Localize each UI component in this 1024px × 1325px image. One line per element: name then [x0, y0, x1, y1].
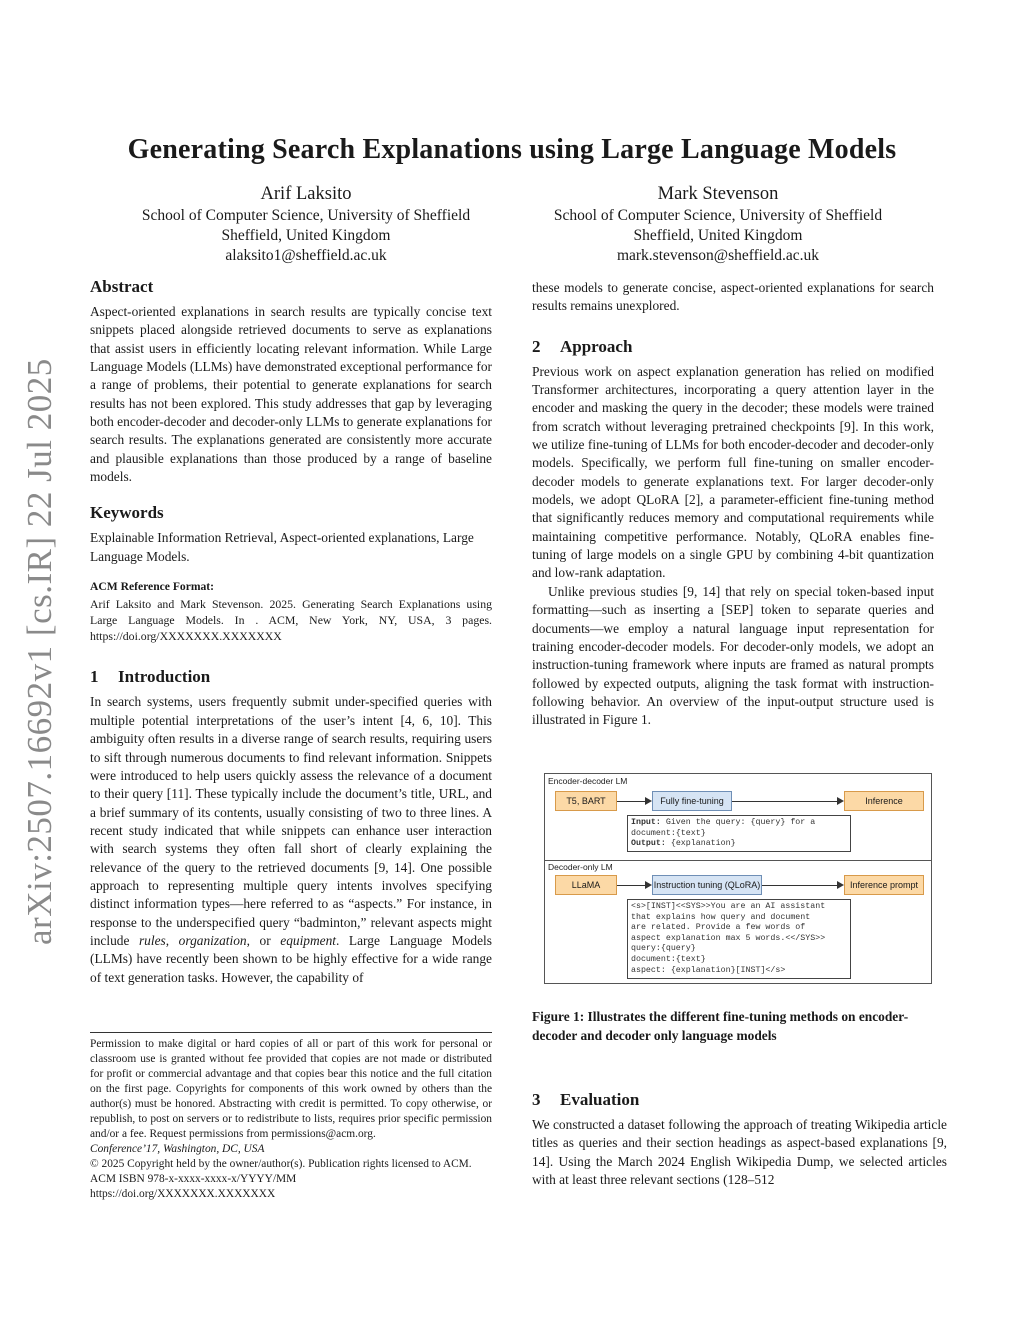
author-email[interactable]: mark.stevenson@sheffield.ac.uk [616, 247, 820, 264]
intro-text-part: In search systems, users frequently submit under-specified queries with multiple potential interpretations of the user’s intent [4, 6, 10]. This ambiguity often results in a diverse range of search results, requiring users to sift through numerous documents to find relevant information. Snippets were introduced to help users quickly assess the relevance of a document to their query [11]. These typically include the document’s title, URL, and a brief summary of its contents, usually consisting of two to three lines. A recent study indicated that while snippets can enhance user interaction with search systems they often fall short of clearly explaining the relevance of the query to the retrieved documents [9, 14]. One possible approach to representing multiple query intents involves specifying distinct information types—here referred to as “aspects.” For instance, in response to the underspecified query “badminton,” relevant aspects might include [90, 694, 492, 948]
right-column [532, 279, 934, 730]
output-template: {explanation} [665, 839, 736, 849]
arrow-line [617, 885, 645, 886]
author-location: Sheffield, United Kingdom [221, 227, 391, 244]
input-label: Input: [631, 818, 661, 827]
author-affiliation: School of Computer Science, University of Sheffield [141, 207, 471, 224]
arrow-line [732, 801, 837, 802]
decoder-prompt-template: <s>[INST]<<SYS>>You are an AI assistant that explains how query and document are related. Provide a few words of aspect explanation max 5 words.<</SYS>> query:{query} document:{text} aspect: {explanation}[INST]</s> [627, 899, 851, 979]
author-block-1 [90, 182, 522, 266]
figure-divider [545, 860, 931, 861]
continuation-text: these models to generate concise, aspect-oriented explanations for search results remains unexplored. [532, 280, 934, 314]
inference-prompt-box: Inference prompt [844, 875, 924, 895]
arrow-head [837, 881, 844, 889]
author-block-2 [502, 182, 934, 266]
intro-heading [90, 666, 492, 688]
arxiv-identifier: arXiv:2507.16692v1 [cs.IR] 22 Jul 2025 [20, 358, 59, 945]
acm-reference-text: Arif Laksito and Mark Stevenson. 2025. Generating Search Explanations using Large Language Models. In . ACM, New York, NY, USA, 3 pages. https://doi.org/XXXXXXX.XXXXXXX [90, 597, 492, 644]
doi-line[interactable]: https://doi.org/XXXXXXX.XXXXXXX [90, 1188, 276, 1200]
evaluation-text: We constructed a dataset following the approach of treating Wikipedia article titles as queries and their section headings as aspect-based explanations [9, 14]. Using the March 2024 English Wikipedia Dump, we selected articles with at least three relevant sections (128–512 [532, 1117, 947, 1188]
isbn-line: ACM ISBN 978-x-xxxx-xxxx-x/YYYY/MM [90, 1173, 297, 1185]
conference-line: Conference’17, Washington, DC, USA [90, 1143, 265, 1155]
section-title: Evaluation [560, 1090, 640, 1109]
section-number: 1 [90, 667, 99, 687]
intro-emphasis: rules [138, 932, 166, 948]
fully-fine-tuning-box: Fully fine-tuning [652, 791, 732, 811]
arrow-head [645, 881, 652, 889]
llama-box: LLaMA [555, 875, 617, 895]
permission-notice: Permission to make digital or hard copies of all or part of this work for personal or classroom use is granted without fee provided that copies are not made or distributed for profit or commercial advantage and that copies bear this notice and the full citation on the first page. Copyrights for components of this work owned by others than the author(s) must be honored. Abstracting with credit is permitted. To copy otherwise, or republish, to post on servers or to redistribute to lists, requires prior specific permission and/or a fee. Request permissions from permissions@acm.org. [90, 1038, 492, 1140]
paper-title: Generating Search Explanations using Large Language Models [127, 134, 897, 165]
intro-text-part: , [165, 932, 179, 948]
intro-text-part: . Large Language Models (LLMs) have recently been shown to be highly effective for a wide range of text generation tasks. However, the capability of [90, 932, 492, 985]
intro-emphasis: equipment [280, 932, 337, 948]
inference-box: Inference [844, 791, 924, 811]
input-template: Given the query: {query} for a document:{text} [631, 818, 816, 838]
instruction-tuning-box: Instruction tuning (QLoRA) [652, 875, 762, 895]
author-email[interactable]: alaksito1@sheffield.ac.uk [225, 247, 387, 264]
section-number: 3 [532, 1090, 541, 1109]
arrow-head [645, 797, 652, 805]
footnote-rule [90, 1032, 492, 1033]
decoder-only-label: Decoder-only LM [548, 862, 613, 872]
section-title: Approach [560, 336, 633, 356]
arrow-head [837, 797, 844, 805]
abstract-heading: Abstract [90, 277, 154, 296]
encoder-io-template [627, 815, 851, 852]
t5-bart-box: T5, BART [555, 791, 617, 811]
section-number: 2 [532, 336, 541, 356]
evaluation-section [532, 1089, 947, 1189]
keywords-text: Explainable Information Retrieval, Aspect-oriented explanations, Large Language Models. [90, 530, 474, 564]
author-name: Mark Stevenson [657, 184, 779, 204]
arrow-line [762, 885, 837, 886]
figure-caption: Figure 1: Illustrates the different fine-tuning methods on encoder-decoder and decoder only language models [532, 1009, 909, 1043]
approach-paragraph-1: Previous work on aspect explanation generation has relied on modified Transformer architectures, incorporating a query attention layer in the encoder and masking the query in the decoder; these models were trained from scratch without leveraging pretrained checkpoints [9]. In this work, we utilize fine-tuning of LLMs for both encoder-decoder and decoder-only models. Specifically, we perform full fine-tuning on smaller encoder-decoder models to generate explanations text. For larger decoder-only models, we adopt QLoRA [2], a parameter-efficient fine-tuning method that significantly reduces memory and computational requirements while maintaining competitive performance. Notably, QLoRA enables fine-tuning of large models on a single GPU by combining 4-bit quantization and low-rank adaptation. [532, 363, 934, 581]
abstract-text: Aspect-oriented explanations in search results are typically concise text snippets placed alongside retrieved documents to serve as explanations that assist users in efficiently locating relevant information. While Large Language Models (LLMs) have demonstrated exceptional performance for a range of problems, their potential to generate explanations for search results has not been explored. This study addresses that gap by leveraging both encoder-decoder and decoder-only LLMs to generate explanations for search results. The explanations generated are consistently more accurate and plausible explanations than those produced by a range of baseline models. [90, 304, 492, 485]
intro-text-part: , or [246, 932, 281, 948]
keywords-heading: Keywords [90, 503, 164, 523]
output-label: Output: [631, 839, 666, 849]
approach-paragraph-2: Unlike previous studies [9, 14] that rely on special token-based input formatting—such as inserting a [SEP] token to separate queries and documents—we employ a natural language input representation for training encoder-decoder models. For decoder-only models, we adopt an instruction-tuning framework where inputs are framed as natural prompts followed by expected outputs, aligning the task format with instruction-following behavior. An overview of the input-output structure used is illustrated in Figure 1. [532, 583, 934, 728]
left-column [90, 276, 492, 987]
copyright-line: © 2025 Copyright held by the owner/author(s). Publication rights licensed to ACM. [90, 1158, 472, 1170]
acm-reference-heading: ACM Reference Format: [90, 580, 215, 594]
approach-heading [532, 336, 934, 358]
intro-text [90, 693, 492, 987]
author-location: Sheffield, United Kingdom [633, 227, 803, 244]
encoder-decoder-label: Encoder-decoder LM [548, 776, 628, 786]
figure-1-diagram [544, 773, 932, 984]
copyright-footnote [90, 1032, 492, 1202]
section-title: Introduction [118, 667, 211, 687]
intro-emphasis: organization [178, 932, 247, 948]
arrow-line [617, 801, 645, 802]
evaluation-heading [532, 1089, 947, 1111]
author-affiliation: School of Computer Science, University of Sheffield [553, 207, 883, 224]
author-name: Arif Laksito [260, 184, 352, 204]
